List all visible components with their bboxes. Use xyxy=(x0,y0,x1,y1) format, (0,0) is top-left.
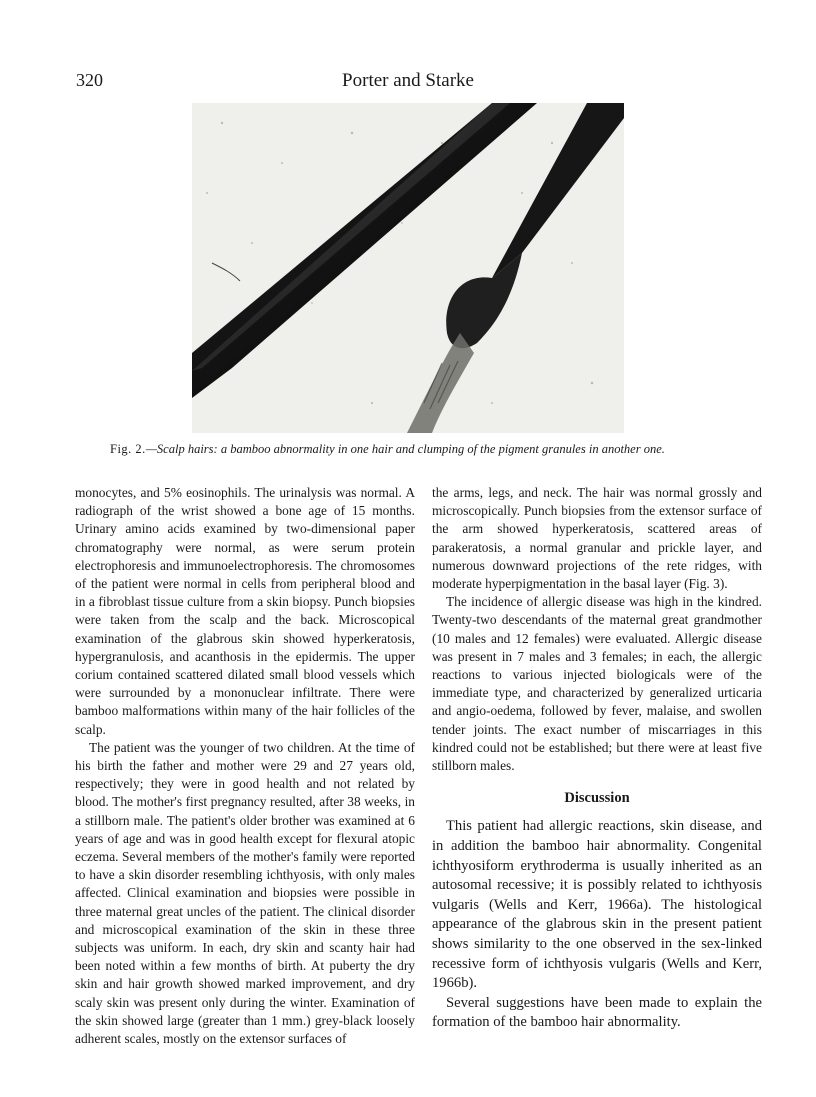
paragraph: This patient had allergic reactions, skin disease, and in addition the bamboo hair abnormality. Congenital ichthyosiform erythroderma is usually inherited as an autosomal recessive; it is possibly related to ichthyosis vulgaris (Wells and Kerr, 1966a). The histological appearance of the glabrous skin in the present patient shows similarity to the one observed in the sex-linked recessive form of ichthyosis vulgaris (Wells and Kerr, 1966b). xyxy=(432,818,762,992)
figure-label: Fig. 2. xyxy=(110,442,146,456)
paragraph: The incidence of allergic disease was high in the kindred. Twenty-two descendants of the maternal great grandmother (10 males and 12 females) were evaluated. Allergic disease was present in 7 males and 3 females; in each, the allergic reactions to various injected biologicals were of the immediate type, and characterized by generalized urticaria and angio-oedema, followed by fever, malaise, and swollen tender joints. The exact number of miscarriages in this kindred could not be established; but there were at least five stillborn males. xyxy=(432,594,762,774)
figure-photomicrograph xyxy=(192,103,624,433)
right-column xyxy=(432,484,762,1033)
figure-caption xyxy=(110,442,770,457)
left-column xyxy=(75,484,415,1048)
paragraph: monocytes, and 5% eosinophils. The urinalysis was normal. A radiograph of the wrist showed a bone age of 15 months. Urinary amino acids examined by two-dimensional paper chromatography were normal, as were serum protein electrophoresis and immunoelectrophoresis. The chromosomes of the patient were normal in cells from peripheral blood and in a fibroblast tissue culture from a skin biopsy. Punch biopsies were taken from the scalp and the back. Microscopical examination of the glabrous skin showed hyperkeratosis, hypergranulosis, and acanthosis in the epidermis. The upper corium contained scattered dilated small blood vessels which were surrounded by a mononuclear infiltrate. There were bamboo malformations within many of the hair follicles of the scalp. xyxy=(75,485,415,737)
section-heading-discussion: Discussion xyxy=(564,790,630,807)
figure-caption-text: —Scalp hairs: a bamboo abnormality in one hair and clumping of the pigment granules in another one. xyxy=(145,442,665,456)
page-number: 320 xyxy=(76,70,103,90)
hair-micrograph-image xyxy=(192,103,624,433)
paragraph: Several suggestions have been made to explain the formation of the bamboo hair abnormality. xyxy=(432,994,762,1031)
running-head: Porter and Starke xyxy=(342,70,474,91)
page-header xyxy=(0,70,816,98)
paragraph: the arms, legs, and neck. The hair was normal grossly and microscopically. Punch biopsies from the extensor surface of the arm showed hyperkeratosis, scattered areas of parakeratosis, a normal granular and prickle layer, and numerous downward projections of the rete ridges, with moderate hyperpigmentation in the basal layer (Fig. 3). xyxy=(432,485,762,592)
paragraph: The patient was the younger of two children. At the time of his birth the father and mother were 29 and 27 years old, respectively; they were in good health and not related by blood. The mother's first pregnancy resulted, after 38 weeks, in a stillborn male. The patient's older brother was examined at 6 years of age and was in good health except for flexural atopic eczema. Several members of the mother's family were reported to have a skin disorder resembling ichthyosis, with only males affected. Clinical examination and biopsies were possible in three maternal great uncles of the patient. The clinical disorder and microscopical examination of the skin in these three subjects was uniform. In each, dry skin and scanty hair had been noted within a few months of birth. At puberty the dry skin and hair growth showed marked improvement, and dry scaly skin was present only during the winter. Examination of the skin showed large (greater than 1 mm.) grey-black loosely adherent scales, mostly on the extensor surfaces of xyxy=(75,739,415,1047)
